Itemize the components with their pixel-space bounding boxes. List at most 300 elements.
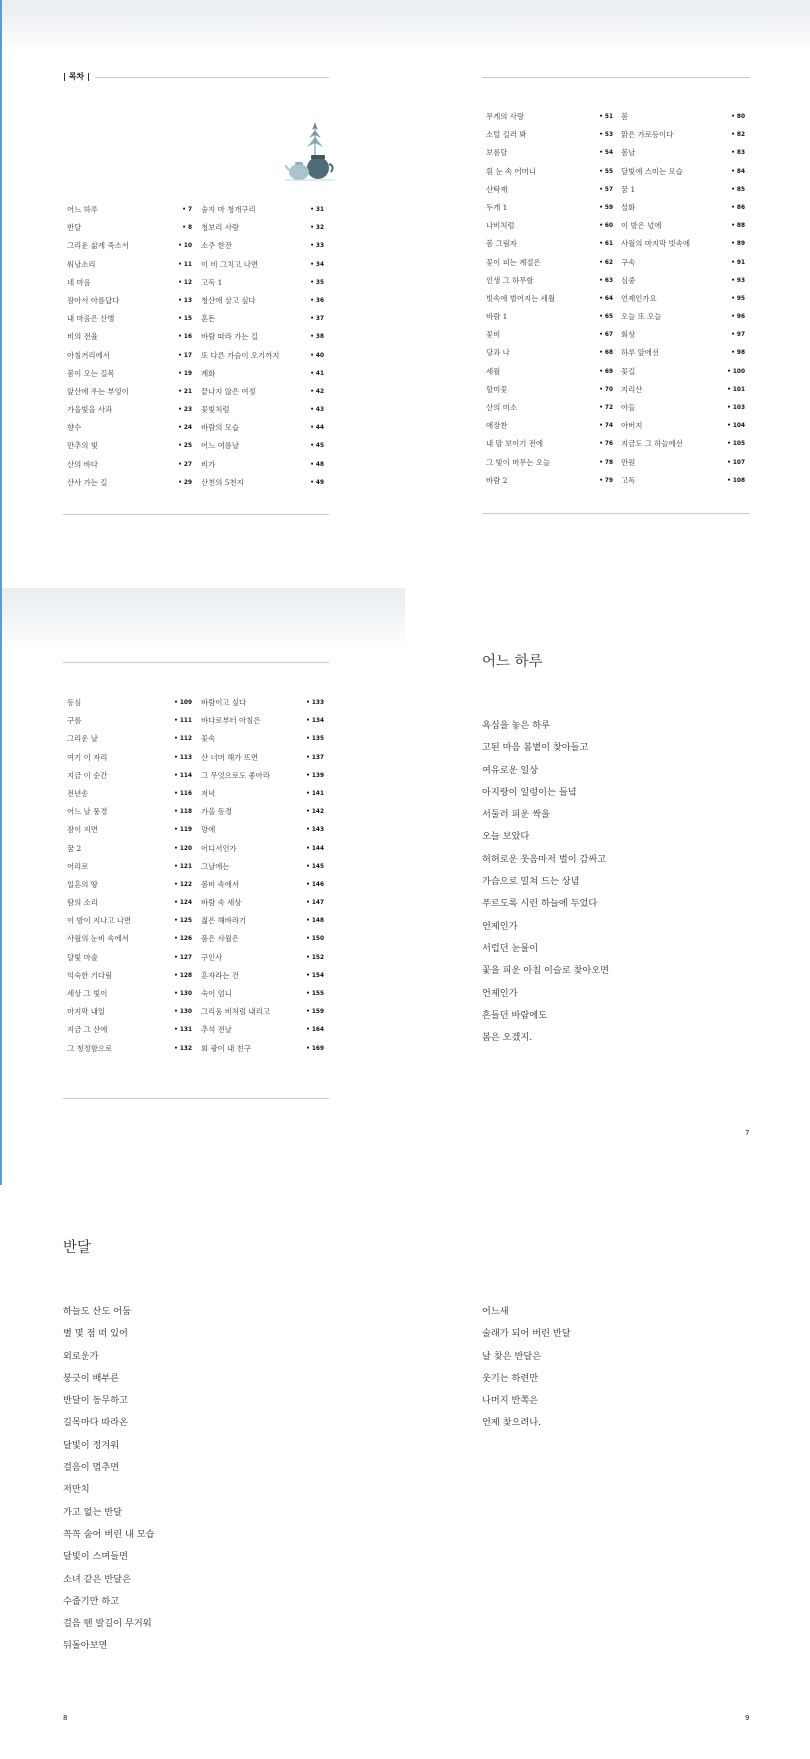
- toc-entry-page: • 152: [306, 954, 324, 961]
- toc-entry-title: 무게의 사랑: [486, 112, 525, 121]
- toc-entry-title: 그 청정함으로: [67, 1043, 113, 1053]
- toc-entry: [201, 967, 324, 985]
- toc-entry: [486, 308, 613, 326]
- toc-entry: [201, 437, 324, 455]
- toc-entry: [67, 256, 192, 274]
- toc-entry-page: • 76: [599, 441, 613, 448]
- toc-heading: | 목차 |: [63, 72, 90, 81]
- poem-line: 날 찾은 반달은: [482, 1350, 542, 1362]
- toc-entry-title: 아침거리에서: [67, 350, 110, 360]
- poem-line: 아지랑이 일렁이는 들녘: [482, 786, 577, 798]
- toc-entry: [67, 328, 192, 346]
- toc-entry-page: • 82: [731, 132, 745, 139]
- toc-entry: [67, 347, 192, 365]
- toc-entry: [67, 967, 192, 985]
- toc-entry-title: 꽃빛처럼: [201, 405, 230, 415]
- toc-entry-title: 숨지 마 청개구리: [201, 205, 256, 214]
- toc-entry-title: 계화: [201, 368, 216, 378]
- toc-entry: [486, 363, 613, 381]
- toc-entry: [201, 292, 324, 310]
- toc-entry-title: 구름: [67, 716, 82, 726]
- toc-entry: [67, 456, 192, 474]
- poem-line: 언제 찾으려나.: [482, 1417, 542, 1429]
- toc-entry-page: • 38: [310, 334, 324, 341]
- toc-page1-bottom-rule: [63, 514, 329, 515]
- toc-entry: [486, 181, 613, 199]
- toc-entry: [67, 840, 192, 858]
- toc-entry-title: 오늘 또 오늘: [621, 312, 662, 322]
- toc-entry-page: • 145: [306, 863, 324, 870]
- toc-entry: [201, 767, 324, 785]
- toc-entry: [201, 840, 324, 858]
- toc-entry: [486, 235, 613, 253]
- toc-entry-title: 할미꽃: [486, 384, 508, 394]
- toc-entry: [67, 912, 192, 930]
- toc-page1-right-column: [201, 201, 324, 492]
- toc-page2-right-column: [621, 108, 745, 490]
- toc-entry-title: 구속: [621, 257, 636, 267]
- toc-entry: [486, 254, 613, 272]
- toc-entry-title: 봄날: [621, 148, 636, 158]
- toc-entry-page: • 122: [174, 881, 192, 888]
- toc-entry-page: • 101: [727, 386, 745, 393]
- toc-entry-page: • 33: [310, 243, 324, 250]
- toc-entry-title: 가을빛을 사과: [67, 405, 113, 415]
- poem-line: 봄은 오겠지.: [482, 1032, 533, 1044]
- toc-entry-title: 그날에는: [201, 861, 230, 871]
- toc-entry-title: 맑은 가로등이다: [621, 130, 674, 140]
- toc-entry-title: 꽃길: [621, 366, 636, 376]
- toc-entry: [201, 310, 324, 328]
- toc-entry: [201, 930, 324, 948]
- toc-entry-title: 회 광이 내 친구: [201, 1043, 251, 1053]
- toc-entry-title: 만원: [621, 457, 636, 467]
- poem-line: 붕긋이 배부른: [63, 1372, 120, 1384]
- toc-entry-page: • 63: [599, 277, 613, 284]
- toc-entry-page: • 44: [310, 425, 324, 432]
- toc-entry-title: 회상: [621, 330, 636, 340]
- toc-entry-title: 산사 가는 길: [67, 477, 108, 487]
- poem2-title: 반달: [63, 1240, 92, 1256]
- toc-entry-title: 바람이고 싶다: [201, 698, 247, 707]
- page-number-9: 9: [745, 1714, 750, 1722]
- toc-page3-right-column: [201, 694, 324, 1058]
- toc-entry: [67, 803, 192, 821]
- page-number-7: 7: [745, 1129, 750, 1137]
- toc-entry-page: • 133: [306, 700, 324, 706]
- toc-entry: [486, 435, 613, 453]
- toc-entry-page: • 135: [306, 736, 324, 743]
- toc-entry-page: • 49: [310, 479, 324, 486]
- toc-entry: [201, 785, 324, 803]
- toc-entry-page: • 118: [174, 809, 192, 816]
- poem-line: 술래가 되어 버린 반달: [482, 1328, 571, 1340]
- toc-entry-title: 동심: [67, 698, 82, 707]
- toc-entry-title: 추석 전날: [201, 1025, 232, 1035]
- toc-entry-title: 소주 한잔: [201, 241, 232, 251]
- poem-line: 저만치: [63, 1484, 90, 1496]
- toc-entry: [621, 308, 745, 326]
- toc-entry: [621, 126, 745, 144]
- poem-line: 소녀 같은 반달은: [63, 1573, 131, 1585]
- toc-entry-title: 지금 그 산에: [67, 1025, 108, 1035]
- toc-entry: [201, 201, 324, 219]
- toc-entry-page: • 79: [599, 477, 613, 484]
- toc-entry: [621, 199, 745, 217]
- toc-entry-page: • 68: [599, 350, 613, 357]
- toc-entry-page: • 61: [599, 241, 613, 248]
- toc-entry-title: 언제인가요: [621, 293, 657, 303]
- toc-entry: [67, 1021, 192, 1039]
- toc-entry-page: • 97: [731, 332, 745, 339]
- poem-line: 외로운가: [63, 1350, 99, 1362]
- toc-entry-title: 꿈 1: [621, 184, 636, 194]
- toc-entry: [486, 326, 613, 344]
- toc-entry-page: • 64: [599, 295, 613, 302]
- toc-entry-page: • 25: [178, 443, 192, 450]
- toc-entry: [486, 217, 613, 235]
- toc-entry: [67, 712, 192, 730]
- toc-entry-title: 이 밤은 넋에: [621, 221, 662, 231]
- teapot-plant-icon: [285, 120, 335, 182]
- toc-entry-page: • 78: [599, 459, 613, 466]
- toc-entry-page: • 155: [306, 991, 324, 997]
- toc-entry-page: • 72: [599, 405, 613, 411]
- poem-line: 푸르도록 시린 하늘에 두었다: [482, 898, 598, 910]
- toc-entry: [201, 1040, 324, 1058]
- poem1-body: [482, 715, 609, 1049]
- toc-entry-title: 봄이 오는 길목: [67, 368, 115, 378]
- toc-entry: [67, 1040, 192, 1058]
- toc-entry: [67, 821, 192, 839]
- toc-entry-title: 망에: [201, 825, 216, 835]
- toc-entry-title: 바람 속 세상: [201, 898, 242, 908]
- toc-entry: [621, 399, 745, 417]
- toc-entry-page: • 19: [178, 370, 192, 377]
- toc-entry-title: 반달: [67, 223, 82, 233]
- toc-entry: [201, 365, 324, 383]
- toc-entry: [67, 730, 192, 748]
- toc-entry-page: • 37: [310, 316, 324, 323]
- poem-line: 언제인가: [482, 987, 518, 999]
- toc-entry: [201, 328, 324, 346]
- toc-entry-page: • 103: [727, 405, 745, 411]
- poem-line: 길목마다 따라온: [63, 1417, 129, 1429]
- toc-entry: [621, 344, 745, 362]
- toc-entry-title: 심중: [621, 275, 636, 285]
- toc-entry-page: • 35: [310, 279, 324, 286]
- toc-entry-title: 일흔의 땅: [67, 879, 98, 889]
- toc-entry: [67, 401, 192, 419]
- toc-entry: [201, 419, 324, 437]
- poem-line: 수줍기만 하고: [63, 1595, 120, 1607]
- toc-entry-page: • 11: [178, 261, 192, 268]
- toc-entry: [67, 437, 192, 455]
- toc-entry: [621, 326, 745, 344]
- toc-entry: [621, 472, 745, 490]
- toc-entry-title: 이 밤이 지나고 나면: [67, 916, 132, 926]
- toc-entry-title: 그리운 삶계 죽소서: [67, 241, 129, 251]
- toc-entry-page: • 69: [599, 368, 613, 375]
- toc-page3-top-rule: [63, 662, 329, 663]
- poem-line: 고된 마음 봄볕이 찾아들고: [482, 742, 589, 754]
- toc-entry-page: • 84: [731, 168, 745, 175]
- toc-entry-title: 잠아서 아름답다: [67, 295, 120, 305]
- toc-entry: [486, 108, 613, 126]
- toc-entry-title: 끝나지 않은 여정: [201, 386, 256, 396]
- toc-entry-page: • 113: [174, 754, 192, 761]
- toc-entry-title: 인생 그 하무함: [486, 275, 534, 285]
- toc-entry-page: • 134: [306, 718, 324, 725]
- toc-entry-title: 꿈 2: [67, 843, 82, 853]
- toc-entry-title: 또 다른 가슴이 오기까지: [201, 350, 280, 360]
- toc-entry: [201, 712, 324, 730]
- toc-entry: [486, 399, 613, 417]
- toc-entry: [201, 1021, 324, 1039]
- toc-entry-title: 설화: [621, 202, 636, 212]
- toc-entry-title: 지금 이 순간: [67, 770, 108, 780]
- toc-entry-title: 내 맘 보이기 전에: [486, 439, 544, 449]
- toc-entry: [621, 435, 745, 453]
- toc-entry-page: • 91: [731, 259, 745, 266]
- toc-entry: [201, 985, 324, 1003]
- toc-entry-title: 어리로: [67, 861, 89, 871]
- toc-entry-page: • 141: [306, 790, 324, 797]
- toc-entry-title: 혼돈: [201, 314, 216, 324]
- toc-entry-page: • 95: [731, 295, 745, 302]
- toc-entry: [67, 274, 192, 292]
- poem-line: 서둘러 피운 싹을: [482, 809, 550, 821]
- toc-entry: [621, 235, 745, 253]
- toc-entry-title: 비의 전율: [67, 332, 98, 342]
- toc-entry-page: • 100: [727, 368, 745, 375]
- toc-entry: [201, 456, 324, 474]
- middle-band: [0, 588, 405, 650]
- toc-entry-page: • 88: [731, 223, 745, 230]
- toc-entry: [67, 694, 192, 712]
- toc-entry-page: • 42: [310, 388, 324, 395]
- toc-entry-page: • 148: [306, 918, 324, 925]
- toc-entry-page: • 143: [306, 827, 324, 834]
- toc-entry-page: • 120: [174, 845, 192, 852]
- toc-entry: [67, 310, 192, 328]
- toc-entry-title: 소털 길러 봐: [486, 130, 527, 140]
- toc-entry-title: 세상 그 빛이: [67, 989, 108, 998]
- toc-entry: [67, 201, 192, 219]
- toc-entry-title: 앞산에 우는 부엉이: [67, 386, 129, 396]
- toc-entry-page: • 89: [731, 241, 745, 248]
- toc-entry-title: 마지막 내일: [67, 1007, 106, 1017]
- toc-entry-title: 빗속에 벌어지는 세월: [486, 293, 555, 303]
- toc-entry-page: • 119: [174, 827, 192, 834]
- toc-entry-page: • 12: [178, 279, 192, 286]
- toc-entry: [67, 985, 192, 1003]
- toc-entry-title: 그리움 비처럼 내리고: [201, 1007, 270, 1017]
- toc-entry-page: • 65: [599, 314, 613, 321]
- toc-entry-page: • 124: [174, 900, 192, 907]
- toc-entry: [67, 474, 192, 492]
- toc-entry: [486, 290, 613, 308]
- toc-entry-page: • 154: [306, 972, 324, 979]
- toc-entry: [621, 381, 745, 399]
- poem-line: 반달이 동무하고: [63, 1395, 129, 1407]
- toc-entry-page: • 130: [174, 1009, 192, 1016]
- toc-entry: [201, 730, 324, 748]
- toc-entry: [486, 381, 613, 399]
- toc-entry: [621, 163, 745, 181]
- toc-entry-title: 여기 이 자리: [67, 752, 108, 762]
- toc-entry-page: • 60: [599, 223, 613, 230]
- toc-entry-title: 봄비 속에서: [201, 879, 240, 889]
- toc-entry-title: 이 비 그치고 나면: [201, 259, 259, 269]
- poem-line: 웃기는 하련만: [482, 1372, 539, 1384]
- toc-entry: [67, 785, 192, 803]
- toc-entry-title: 산탁재: [486, 184, 508, 194]
- toc-entry-title: 산의 미소: [486, 403, 517, 412]
- toc-entry-page: • 57: [599, 186, 613, 193]
- toc-entry-page: • 27: [178, 461, 192, 468]
- toc-entry: [67, 1003, 192, 1021]
- poem-line: 어느새: [482, 1306, 509, 1317]
- toc-entry-title: 어디서인가: [201, 843, 237, 853]
- poem-line: 달빛이 정겨워: [63, 1439, 120, 1451]
- toc-entry-page: • 147: [306, 900, 324, 907]
- toc-entry: [67, 219, 192, 237]
- poem-line: 가고 없는 반달: [63, 1506, 123, 1518]
- toc-heading-rule: [95, 77, 329, 78]
- poem-line: 달빛이 스며들면: [63, 1551, 129, 1563]
- toc-entry-page: • 21: [178, 388, 192, 395]
- toc-entry-page: • 74: [599, 423, 613, 430]
- toc-entry-page: • 127: [174, 954, 192, 961]
- toc-entry: [201, 803, 324, 821]
- toc-entry-page: • 137: [306, 754, 324, 761]
- toc-entry: [201, 383, 324, 401]
- toc-entry-page: • 109: [174, 700, 192, 706]
- toc-entry-title: 지리산: [621, 384, 643, 394]
- toc-entry-title: 두개 1: [486, 202, 508, 212]
- toc-entry: [201, 274, 324, 292]
- top-band: [0, 0, 810, 52]
- toc-entry-page: • 59: [599, 204, 613, 211]
- poem-line: 가슴으로 밀쳐 드는 상념: [482, 876, 580, 888]
- toc-entry-title: 봄: [621, 112, 629, 121]
- toc-entry: [201, 347, 324, 365]
- toc-entry-page: • 55: [599, 168, 613, 175]
- toc-entry-title: 청보리 사랑: [201, 223, 240, 233]
- toc-entry-page: • 98: [731, 350, 745, 357]
- poem-line: 여유로운 일상: [482, 764, 539, 776]
- toc-entry-title: 꽃이 피는 계절은: [486, 257, 541, 267]
- toc-entry-page: • 126: [174, 936, 192, 943]
- toc-entry-title: 나비처럼: [486, 221, 515, 231]
- toc-entry-page: • 112: [174, 736, 192, 743]
- toc-entry-title: 고독 1: [201, 277, 223, 287]
- toc-entry-title: 그리운 날: [67, 734, 98, 744]
- toc-entry: [486, 126, 613, 144]
- toc-entry-page: • 34: [310, 261, 324, 268]
- toc-entry-page: • 7: [182, 207, 192, 213]
- toc-entry-page: • 62: [599, 259, 613, 266]
- toc-entry-title: 산 너머 해가 뜨면: [201, 752, 259, 762]
- toc-entry-title: 어느 하루: [67, 205, 98, 214]
- toc-entry-title: 아버지: [621, 421, 643, 431]
- toc-entry: [621, 363, 745, 381]
- toc-entry: [486, 199, 613, 217]
- toc-entry: [201, 219, 324, 237]
- toc-entry-page: • 8: [182, 225, 192, 232]
- toc-entry: [486, 344, 613, 362]
- toc-entry-title: 바람의 모습: [201, 423, 240, 433]
- poem-line: 별 몇 점 떠 있어: [63, 1328, 128, 1340]
- toc-entry-page: • 139: [306, 772, 324, 779]
- poem1-title: 어느 하루: [482, 654, 543, 670]
- toc-entry: [201, 256, 324, 274]
- toc-page1-left-column: [67, 201, 192, 492]
- toc-entry-title: 산의 바다: [67, 459, 98, 469]
- toc-entry-page: • 114: [174, 772, 192, 779]
- toc-entry-title: 흰 눈 속 어머니: [486, 166, 536, 176]
- toc-entry: [67, 767, 192, 785]
- toc-entry-title: 만추의 빛: [67, 441, 98, 451]
- toc-entry: [486, 272, 613, 290]
- toc-entry: [67, 292, 192, 310]
- toc-page2-top-rule: [482, 77, 750, 78]
- toc-entry: [67, 383, 192, 401]
- toc-entry: [201, 749, 324, 767]
- toc-page3-bottom-rule: [63, 1098, 329, 1099]
- poem-line: 뒤돌아보면: [63, 1640, 108, 1652]
- poem-line: 꼭꼭 숨어 버린 내 모습: [63, 1528, 155, 1540]
- toc-entry-page: • 121: [174, 863, 192, 870]
- toc-entry-page: • 144: [306, 845, 324, 852]
- toc-entry-title: 세월: [486, 366, 501, 376]
- toc-entry-page: • 132: [174, 1045, 192, 1052]
- toc-entry-page: • 146: [306, 881, 324, 888]
- poem-line: 나머지 반쪽은: [482, 1395, 539, 1407]
- toc-entry-title: 탐의 소리: [67, 898, 98, 908]
- toc-entry-page: • 125: [174, 918, 192, 925]
- toc-entry-page: • 169: [306, 1045, 324, 1052]
- toc-entry-page: • 51: [599, 114, 613, 120]
- toc-entry-title: 달빛에 스미는 모습: [621, 166, 683, 176]
- poem-line: 흔들던 바람에도: [482, 1009, 548, 1021]
- toc-entry-page: • 17: [178, 352, 192, 359]
- toc-entry-title: 사월의 마지막 빗속에: [621, 239, 690, 249]
- toc-entry: [201, 237, 324, 255]
- toc-entry-page: • 29: [178, 479, 192, 486]
- toc-entry-page: • 131: [174, 1027, 192, 1034]
- toc-entry-page: • 45: [310, 443, 324, 450]
- toc-entry-title: 아들: [621, 403, 636, 412]
- toc-entry-page: • 36: [310, 297, 324, 304]
- toc-entry-page: • 116: [174, 790, 192, 797]
- toc-entry-title: 바다로부터 아침은: [201, 716, 261, 726]
- toc-entry-title: 품은 사월은: [201, 934, 240, 944]
- toc-entry-page: • 48: [310, 461, 324, 468]
- page-number-8: 8: [63, 1714, 68, 1722]
- poem-line: 하늘도 산도 어둠: [63, 1306, 131, 1317]
- toc-entry: [621, 272, 745, 290]
- toc-entry-page: • 70: [599, 386, 613, 393]
- toc-entry-page: • 159: [306, 1009, 324, 1016]
- toc-entry: [621, 144, 745, 162]
- toc-entry-title: 네 마음: [67, 277, 91, 287]
- toc-entry-page: • 93: [731, 277, 745, 284]
- toc-entry: [201, 401, 324, 419]
- toc-entry-title: 꽃속: [201, 734, 216, 744]
- toc-entry-page: • 24: [178, 425, 192, 432]
